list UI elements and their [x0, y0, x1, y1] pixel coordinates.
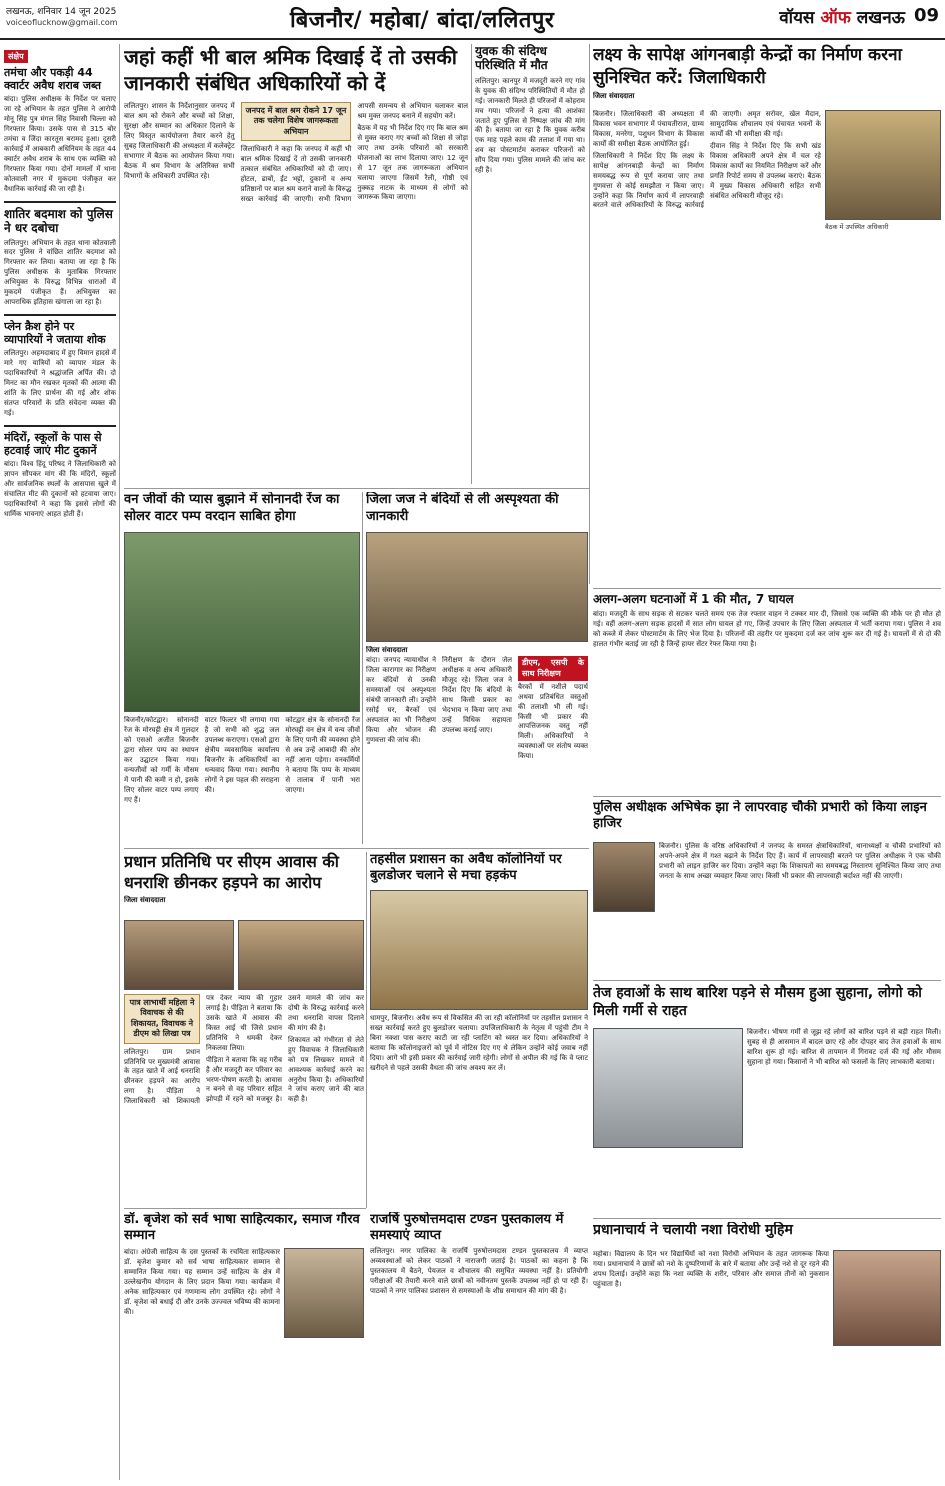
anganwadi-headline: लक्ष्य के सापेक्ष आंगनबाड़ी केन्द्रों का निर्माण करना सुनिश्चित करें: जिलाधिकारी — [593, 45, 902, 88]
solar-paragraph-3: कोटद्वार क्षेत्र के सोनानदी रेंज मोरघट्टी वन क्षेत्र में वन्य जीवों के लिए पानी की व्यवस्था होने से अब उन्हें आबादी की ओर नहीं आना पड़ेगा। वनकर्मियों ने बताया कि पम्प के माध्यम से तालाब में पानी भरा जाएगा। — [285, 716, 360, 794]
brief-headline-4: मंदिरों, स्कूलों के पास से हटवाई जाएं मीट दुकानें — [4, 425, 116, 457]
brief-headline-3: प्लेन क्रैश होने पर व्यापारियों ने जताया शोक — [4, 314, 116, 346]
brief-label: संक्षेप — [4, 50, 28, 63]
accident-headline: अलग-अलग घटनाओं में 1 की मौत, 7 घायल — [593, 592, 794, 606]
sp-body: बिजनौर। पुलिस के वरिष्ठ अधिकारियों ने जनपद के समस्त क्षेत्राधिकारियों, थानाध्यक्षों व चौकी प्रभारियों को अपने-अपने क्षेत्र में गश्त बढ़ाने के निर्देश दिए हैं। कार्य में लापरवाही बरतने पर पुलिस अधीक्षक ने एक चौकी प्रभारी को लाइन हाजिर कर दिया। उन्होंने कहा कि शिकायतों का समयबद्ध निस्तारण सुनिश्चित किया जाए तथा जनता के साथ अच्छा व्यवहार किया जाए। किसी भी प्रकार की लापरवाही बर्दाश्त नहीं की जाएगी। — [659, 842, 941, 880]
bulldozer-headline: तहसील प्रशासन का अवैध कॉलोनियों पर बुलडोजर चलाने से मचा हड़कंप — [370, 852, 562, 883]
jail-paragraph-2: निरीक्षण के दौरान जेल अधीक्षक व अन्य अधिकारी मौजूद रहे। जिला जज ने निर्देश दिए कि बंदियों के साथ किसी प्रकार का भेदभाव न किया जाए तथा उन्हें विधिक सहायता उपलब्ध कराई जाए। — [442, 656, 512, 734]
brief-text-1: बांदा। पुलिस अधीक्षक के निर्देश पर चलाए जा रहे अभियान के तहत पुलिस ने आरोपी मोनू सिंह पुत्र मंगल सिंह निवासी चिल्ला को गिरफ्तार किया। उसके पास से 315 बोर तमंचा व जिंदा कारतूस बरामद हुआ। दूसरी कार्रवाई में आबकारी अधिनियम के तहत 44 क्वार्टर अवैध शराब के साथ एक व्यक्ति को गिरफ्तार किया गया। दोनों मामलों में थाना कोतवाली नगर में मुकदमा पंजीकृत कर वैधानिक कार्रवाई की जा रही है। — [4, 95, 116, 193]
anganwadi-paragraph-3: दीवान सिंह ने निर्देश दिए कि सभी खंड विकास अधिकारी अपने क्षेत्र में चल रहे विकास कार्यों का नियमित निरीक्षण करें और प्रगति रिपोर्ट समय से उपलब्ध कराएं। बैठक में मुख्य विकास अधिकारी सहित सभी संबंधित अधिकारी मौजूद रहे। — [710, 141, 821, 200]
accident-body: बांदा। मजदूरी के साथ सड़क से सटकर चलते समय एक तेज रफ्तार वाहन ने टक्कर मार दी, जिससे एक व्यक्ति की मौके पर ही मौत हो गई। वहीं अलग-अलग सड़क हादसों में सात लोग घायल हो गए, जिन्हें उपचार के लिए जिला अस्पताल में भर्ती कराया गया। पुलिस ने शव को कब्जे में लेकर पोस्टमार्टम के लिए भेज दिया है। परिजनों की तहरीर पर मुकदमा दर्ज कर जांच शुरू कर दी गई है। घायलों में से दो की हालत गंभीर बताई जा रही है जिन्हें हायर सेंटर रेफर किया गया है। — [593, 610, 941, 649]
lead-story — [124, 44, 468, 484]
brief-headline-1: तमंचा और पकड़ी 44 क्वार्टर अवैध शराब जब्त — [4, 66, 102, 93]
pradhan-photo — [238, 920, 364, 990]
brand-name — [779, 5, 905, 28]
jail-paragraph-1: बांदा। जनपद न्यायाधीश ने जिला कारागार का निरीक्षण कर बंदियों से उनकी समस्याओं एवं अस्पृश्यता संबंधी जानकारी ली। उन्होंने रसोई घर, बैरकों एवं अस्पताल का भी निरीक्षण किया और भोजन की गुणवत्ता की जांच की। — [366, 656, 436, 744]
solar-pump-story — [124, 492, 360, 844]
lead-paragraph-1: ललितपुर। शासन के निर्देशानुसार जनपद में बाल श्रम को रोकने और बच्चों को शिक्षा, सुरक्षा और सम्मान का अधिकार दिलाने के लिए विस्तृत कार्ययोजना तैयार करने हेतु सुबह जिलाधिकारी की अध्यक्षता में कलेक्ट्रेट सभागार में बैठक का आयोजन किया गया। बैठक में श्रम विभाग के अतिरिक्त सभी विभागों के अधिकारी उपस्थित रहे। — [124, 102, 235, 180]
issue-date: लखनऊ, शनिवार 14 जून 2025 — [6, 7, 117, 17]
library-body: ललितपुर। नगर पालिका के राजर्षि पुरुषोत्तमदास टण्डन पुस्तकालय में व्याप्त अव्यवस्थाओं को लेकर पाठकों ने नाराजगी जताई है। पाठकों का कहना है कि पुस्तकालय में बैठने, पेयजल व शौचालय की समुचित व्यवस्था नहीं है। प्रतियोगी परीक्षाओं की तैयारी करने वाले छात्रों को नवीनतम पुस्तकें उपलब्ध नहीं हो पा रही हैं। पाठकों ने नगर पालिका प्रशासन से समस्याओं के शीघ्र समाधान की मांग की है। — [370, 1247, 588, 1295]
brief-text-3: ललितपुर। अहमदाबाद में हुए विमान हादसे में मारे गए यात्रियों को व्यापार मंडल के पदाधिकारियों ने श्रद्धांजलि अर्पित की। दो मिनट का मौन रखकर मृतकों की आत्मा की शांति के लिए प्रार्थना की गई और शोक संतप्त परिवारों के प्रति संवेदना व्यक्त की गई। — [4, 349, 116, 418]
sp-headline: पुलिस अधीक्षक अभिषेक झा ने लापरवाह चौकी प्रभारी को किया लाइन हाजिर — [593, 800, 927, 831]
weather-headline: तेज हवाओं के साथ बारिश पड़ने से मौसम हुआ सुहाना, लोगो को मिली गर्मी से राहत — [593, 985, 922, 1020]
library-story — [370, 1212, 588, 1478]
masthead — [0, 0, 945, 40]
lead-paragraph-3: बैठक में यह भी निर्देश दिए गए कि बाल श्रम से मुक्त कराए गए बच्चों को शिक्षा से जोड़ा जाए तथा उनके परिवारों को सरकारी योजनाओं का लाभ दिलाया जाए। 12 जून से 17 जून तक जागरूकता अभियान चलाया जाएगा जिसमें रैली, गोष्ठी एवं नुक्कड़ नाटक के माध्यम से लोगों को जागरूक किया जाएगा। — [357, 123, 468, 202]
anganwadi-paragraph-1: बिजनौर। जिलाधिकारी की अध्यक्षता में विकास भवन सभागार में पंचायतीराज, ग्राम्य विकास, मनरेगा, पशुधन विभाग के विकास कार्यों की समीक्षा बैठक आयोजित हुई। — [593, 110, 704, 148]
anganwadi-paragraph-2: जिलाधिकारी ने निर्देश दिए कि लक्ष्य के सापेक्ष आंगनबाड़ी केन्द्रों का निर्माण समयबद्ध रूप से पूर्ण कराया जाए तथा गुणवत्ता से कोई समझौता न किया जाए। उन्होंने कहा कि निर्माण कार्य में लापरवाही बरतने वाले अधिकारियों के विरुद्ध कार्रवाई की जाएगी। अमृत सरोवर, खेल मैदान, सामुदायिक शौचालय एवं पंचायत भवनों के कार्यों की भी समीक्षा की गई। — [593, 110, 821, 210]
bulldozer-body: धामपुर, बिजनौर। अवैध रूप से विकसित की जा रही कॉलोनियों पर तहसील प्रशासन ने सख्त कार्रवाई करते हुए बुलडोजर चलाया। उपजिलाधिकारी के नेतृत्व में पहुंची टीम ने बिना नक्शा पास कराए काटी जा रही प्लाटिंग को ध्वस्त कर दिया। अधिकारियों ने बताया कि कॉलोनाइजरों को पूर्व में नोटिस दिए गए थे लेकिन उन्होंने कोई जवाब नहीं दिया। आगे भी इसी प्रकार की कार्रवाई जारी रहेगी। लोगों से अपील की गई कि वे प्लाट खरीदने से पहले उसकी वैधता की जांच अवश्य कर लें। — [370, 1014, 588, 1072]
solar-body — [124, 716, 360, 844]
principal-body: महोबा। विद्यालय के दिन भर विद्यार्थियों को नशा विरोधी अभियान के तहत जागरूक किया गया। प्रधानाचार्य ने छात्रों को नशे के दुष्परिणामों के बारे में बताया और उन्हें नशे से दूर रहने की शपथ दिलाई। उन्होंने कहा कि नशा व्यक्ति के शरीर, परिवार और समाज तीनों को नुकसान पहुंचाता है। — [593, 1250, 829, 1288]
accident-story — [593, 592, 941, 792]
pradhan-body — [124, 994, 364, 1206]
weather-photo — [593, 1028, 743, 1148]
jail-story — [366, 492, 588, 844]
meeting-photo — [825, 110, 941, 220]
brief-headline-2: शातिर बदमाश को पुलिस ने धर दबोचा — [4, 201, 116, 236]
pradhan-byline: जिला संवाददाता — [124, 895, 166, 904]
brief-text-4: बांदा। विश्व हिंदू परिषद ने जिलाधिकारी को ज्ञापन सौंपकर मांग की कि मंदिरों, स्कूलों और सार्वजनिक स्थलों के आसपास खुले में संचालित मीट की दुकानों को हटवाया जाए। पदाधिकारियों ने कहा कि इससे लोगों की धार्मिक भावनाएं आहत होती हैं। — [4, 460, 116, 519]
brand-part-c: लखनऊ — [856, 8, 905, 28]
brief-text-2: ललितपुर। अभियान के तहत थाना कोतवाली सदर पुलिस ने वांछित शातिर बदमाश को गिरफ्तार कर लिया। बताया जा रहा है कि पुलिस अधीक्षक के मुताबिक गिरफ्तार अभियुक्त के विरुद्ध विभिन्न धाराओं में मुकदमे पंजीकृत हैं। अभियुक्त का आपराधिक इतिहास खंगाला जा रहा है। — [4, 238, 116, 307]
pradhan-paragraph-3: शिकायत को गंभीरता से लेते हुए विवाचक ने जिलाधिकारी को पत्र लिखकर मामले में आवश्यक कार्रवाई करने का अनुरोध किया है। अधिकारियों ने जांच कराए जाने की बात कही है। — [288, 1035, 364, 1104]
jail-headline: जिला जज ने बंदियों से ली अस्पृश्यता की जानकारी — [366, 492, 559, 524]
principal-photo — [833, 1250, 941, 1346]
brand-part-b: ऑफ — [820, 8, 851, 28]
bulldozer-photo — [370, 890, 588, 1010]
solar-headline: वन जीवों की प्यास बुझाने में सोनानदी रेंज का सोलर वाटर पम्प वरदान साबित होगा — [124, 492, 340, 524]
sp-portrait-photo — [593, 842, 655, 912]
principal-story — [593, 1222, 941, 1478]
pradhan-story — [124, 852, 364, 1206]
brand-part-a: वॉयस — [779, 8, 815, 28]
author-headline: डॉ. बृजेश को सर्व भाषा साहित्यकार, समाज गौरव सम्मान — [124, 1212, 360, 1243]
lead-pull-quote: जनपद में बाल श्रम रोकने 17 जून तक चलेगा विशेष जागरूकता अभियान — [241, 102, 352, 141]
weather-body: बिजनौर। भीषण गर्मी से जूझ रहे लोगों को बारिश पड़ने से बड़ी राहत मिली। सुबह से ही आसमान में बादल छाए रहे और दोपहर बाद तेज हवाओं के साथ बारिश शुरू हो गई। बारिश से तापमान में गिरावट दर्ज की गई और मौसम सुहाना हो गया। किसानों ने भी बारिश को फसलों के लिए लाभकारी बताया। — [747, 1028, 941, 1066]
bulldozer-story — [370, 852, 588, 1208]
pradhan-paragraph-2: पीड़िता ने बताया कि वह गरीब है और मजदूरी कर परिवार का भरण-पोषण करती है। आवास न बनने से वह परिवार सहित झोपड़ी में रहने को मजबूर है। उसने मामले की जांच कर दोषी के विरुद्ध कार्रवाई करने तथा धनराशि वापस दिलाने की मांग की है। — [206, 994, 364, 1104]
solar-paragraph-1: बिजनौर/कोटद्वार। सोनानदी रेंज के मोरघट्टी क्षेत्र में गुलदार को एसओ अजीत बिजनौर द्वारा सोलर पम्प का स्थापन कर उद्घाटन किया गया। वन्यजीवों को गर्मी के मौसम में पानी की कमी न हो, इसके लिए सोलर वाटर पम्प लगाए गए हैं। — [124, 716, 199, 804]
sp-story — [593, 800, 941, 976]
section-title: बिजनौर/ महोबा/ बांदा/ललितपुर — [290, 7, 555, 33]
contact-email: voiceoflucknow@gmail.com — [6, 18, 118, 27]
jail-byline: जिला संवाददाता — [366, 646, 408, 654]
youth-body: ललितपुर। कानपुर में मजदूरी करने गए गांव के युवक की संदिग्ध परिस्थितियों में मौत हो गई। जानकारी मिलते ही परिजनों में कोहराम मच गया। परिजनों ने हत्या की आशंका जताते हुए पुलिस से निष्पक्ष जांच की मांग की है। बताया जा रहा है कि युवक करीब एक माह पहले काम की तलाश में गया था। शव का पोस्टमार्टम कराकर परिजनों को सौंप दिया गया। पुलिस मामले की जांच कर रही है। — [475, 76, 585, 175]
solar-paragraph-2: वाटर फिल्टर भी लगाया गया है जो सभी को शुद्ध जल उपलब्ध कराएगा। एसओ द्वारा क्षेत्रीय व्यवसायिक कार्यालय बिजनौर के अधिकारियों का धन्यवाद किया गया। स्थानीय लोगों ने इस पहल की सराहना की। — [204, 716, 280, 794]
jail-subhead: डीएम, एसपी के साथ निरीक्षण — [518, 656, 588, 681]
jail-body — [366, 656, 588, 844]
principal-headline: प्रधानाचार्य ने चलायी नशा विरोधी मुहिम — [593, 1222, 793, 1238]
youth-death-story — [475, 44, 585, 484]
pradhan-pull-quote: पात्र लाभार्थी महिला ने विवाचक से की शिकायत, विवाचक ने डीएम को लिखा पत्र — [124, 994, 200, 1044]
brief-column — [4, 44, 116, 1480]
library-headline: राजर्षि पुरुषोत्तमदास टण्डन पुस्तकालय में समस्याएं व्याप्त — [370, 1212, 564, 1243]
lead-paragraph-2: जिलाधिकारी ने कहा कि जनपद में कहीं भी बाल श्रमिक दिखाई दें तो उसकी जानकारी तत्काल संबंधित अधिकारियों को दी जाए। होटल, ढाबों, ईंट भट्टों, दुकानों व अन्य प्रतिष्ठानों पर बाल श्रम कराने वालों के विरुद्ध सख्त कार्रवाई की जाएगी। सभी विभाग आपसी समन्वय से अभियान चलाकर बाल श्रम मुक्त जनपद बनाने में सहयोग करें। — [240, 102, 468, 203]
anganwadi-byline: जिला संवाददाता — [593, 91, 635, 100]
youth-headline: युवक की संदिग्ध परिस्थिति में मौत — [475, 44, 548, 73]
author-photo — [284, 1248, 364, 1338]
author-body: बांदा। अंग्रेजी साहित्य के दस पुस्तकों के रचयिता साहित्यकार डॉ. बृजेश कुमार को सर्व भाषा साहित्यकार सम्मान से सम्मानित किया गया। यह सम्मान उन्हें साहित्य के क्षेत्र में उल्लेखनीय योगदान के लिए प्रदान किया गया। कार्यक्रम में अनेक साहित्यकार एवं गणमान्य लोग उपस्थित रहे। लोगों ने डॉ. बृजेश को बधाई दी और उनके उज्ज्वल भविष्य की कामना की। — [124, 1248, 280, 1316]
lead-body — [124, 102, 468, 472]
jail-paragraph-3: बैरकों में नशीले पदार्थ अथवा प्रतिबंधित वस्तुओं की तलाशी भी ली गई। किसी भी प्रकार की आपत्तिजनक वस्तु नहीं मिली। अधिकारियों ने व्यवस्थाओं पर संतोष व्यक्त किया। — [518, 682, 588, 761]
lead-headline: जहां कहीं भी बाल श्रमिक दिखाई दें तो उसकी जानकारी संबंधित अधिकारियों को दें — [124, 45, 457, 95]
jail-inspection-photo — [366, 532, 588, 642]
pradhan-paragraph-1: ललितपुर। ग्राम प्रधान प्रतिनिधि पर मुख्यमंत्री आवास के तहत खाते में आई धनराशि छीनकर हड़पने का आरोप लगा है। पीड़िता ने जिलाधिकारी को शिकायती पत्र देकर न्याय की गुहार लगाई है। पीड़िता ने बताया कि उसके खाते में आवास की किस्त आई थी जिसे प्रधान प्रतिनिधि ने धमकी देकर निकलवा लिया। — [124, 994, 282, 1106]
anganwadi-story — [593, 44, 941, 584]
author-story — [124, 1212, 364, 1478]
pradhan-headline: प्रधान प्रतिनिधि पर सीएम आवास की धनराशि छीनकर हड़पने का आरोप — [124, 852, 339, 892]
complainant-photo — [124, 920, 234, 990]
meeting-photo-caption: बैठक में उपस्थित अधिकारी — [825, 223, 889, 231]
anganwadi-body — [593, 110, 821, 584]
weather-story — [593, 984, 941, 1214]
page-number: 09 — [913, 5, 939, 26]
solar-pump-photo — [124, 532, 360, 712]
